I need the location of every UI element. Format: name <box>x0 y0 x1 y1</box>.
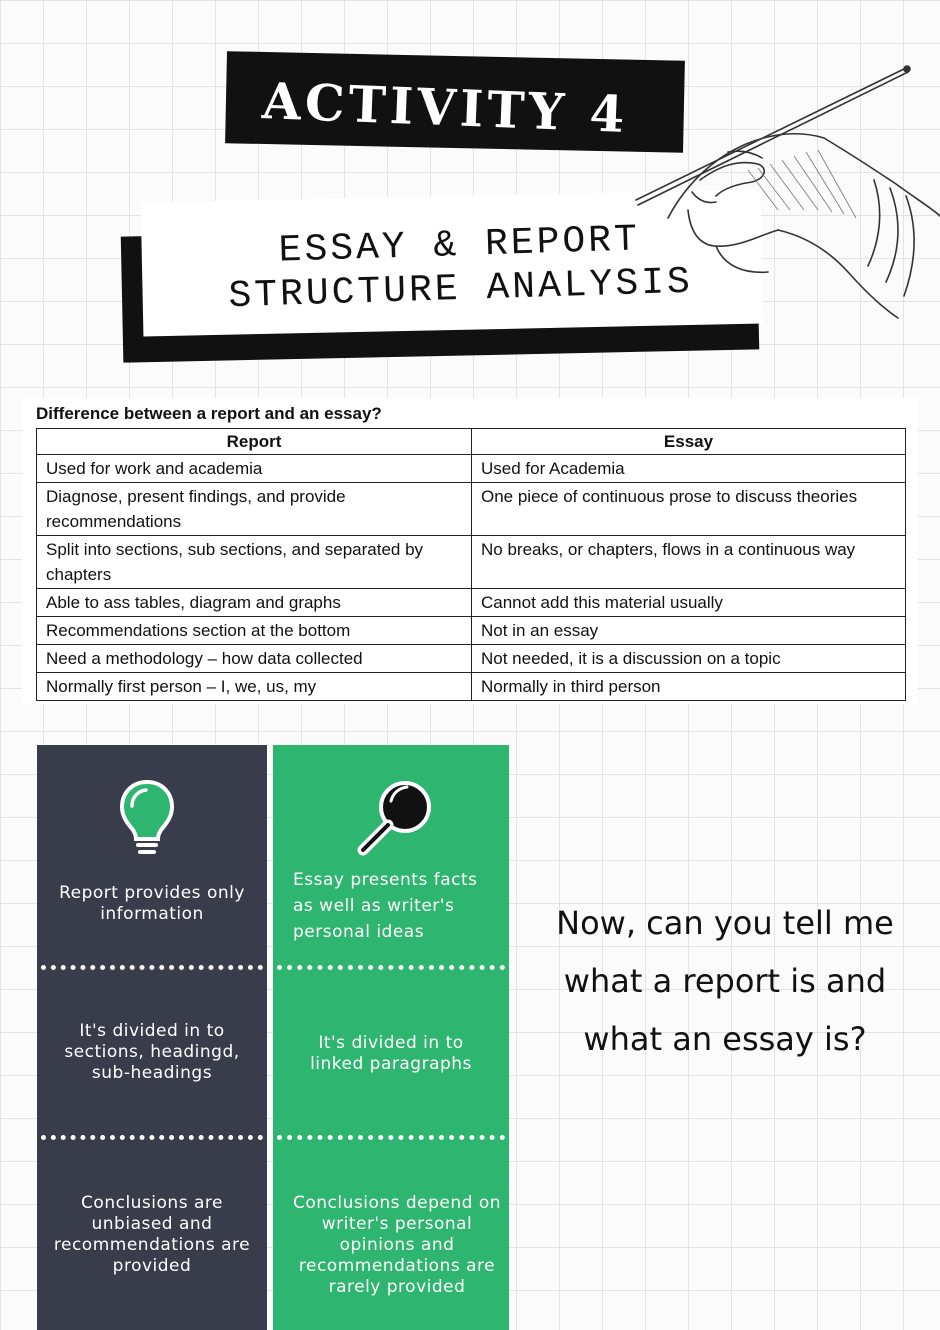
table-row <box>37 536 906 589</box>
subtitle-line-2: STRUCTURE ANALYSIS <box>227 260 694 319</box>
essay-point-2: It's divided in to linked paragraphs <box>310 1033 472 1074</box>
report-cell: Normally first person – I, we, us, my <box>37 673 472 701</box>
table-row <box>37 483 906 536</box>
table-row <box>37 645 906 673</box>
essay-divider-1 <box>277 965 505 970</box>
comparison-table <box>36 428 906 701</box>
table-header-row <box>37 429 906 455</box>
essay-cell: Not in an essay <box>472 617 906 645</box>
essay-cell: Not needed, it is a discussion on a topic <box>472 645 906 673</box>
report-point-1: Report provides only information <box>59 883 245 924</box>
report-divider-1 <box>41 965 263 970</box>
comparison-panel <box>22 398 918 704</box>
lightbulb-icon <box>119 779 175 857</box>
report-point-3: Conclusions are unbiased and recommendations are provided <box>53 1193 251 1276</box>
report-cell: Used for work and academia <box>37 455 472 483</box>
question-line-1: Now, can you tell me <box>556 904 894 942</box>
report-divider-2 <box>41 1135 263 1140</box>
table-row <box>37 673 906 701</box>
hand-holding-pen-icon <box>628 60 940 320</box>
report-cell: Able to ass tables, diagram and graphs <box>37 589 472 617</box>
question-line-3: what an essay is? <box>583 1020 867 1058</box>
essay-cell: Cannot add this material usually <box>472 589 906 617</box>
essay-cell: No breaks, or chapters, flows in a continuous way <box>472 536 906 589</box>
essay-cell: Normally in third person <box>472 673 906 701</box>
report-cell: Diagnose, present findings, and provide recommendations <box>37 483 472 536</box>
table-row <box>37 617 906 645</box>
table-row <box>37 589 906 617</box>
essay-point-3: Conclusions depend on writer's personal opinions and recommendations are rarely provided <box>292 1193 502 1297</box>
subtitle-line-1: ESSAY & REPORT <box>278 218 641 273</box>
table-caption: Difference between a report and an essay? <box>36 404 382 423</box>
essay-cell: One piece of continuous prose to discuss theories <box>472 483 906 536</box>
essay-point-1: Essay presents facts as well as writer's personal ideas <box>293 870 478 942</box>
page-title: ACTIVITY 4 <box>261 70 630 145</box>
report-cell: Need a methodology – how data collected <box>37 645 472 673</box>
closing-question <box>540 894 910 1068</box>
question-line-2: what a report is and <box>563 962 887 1000</box>
essay-cell: Used for Academia <box>472 455 906 483</box>
header-essay: Essay <box>472 429 906 455</box>
header-report: Report <box>37 429 472 455</box>
essay-divider-2 <box>277 1135 505 1140</box>
report-cell: Recommendations section at the bottom <box>37 617 472 645</box>
report-vs-essay-infographic <box>37 745 509 1330</box>
report-cell: Split into sections, sub sections, and separated by chapters <box>37 536 472 589</box>
magnifying-glass-icon <box>355 775 437 857</box>
table-row <box>37 455 906 483</box>
report-point-2: It's divided in to sections, headingd, sub-headings <box>64 1021 240 1083</box>
